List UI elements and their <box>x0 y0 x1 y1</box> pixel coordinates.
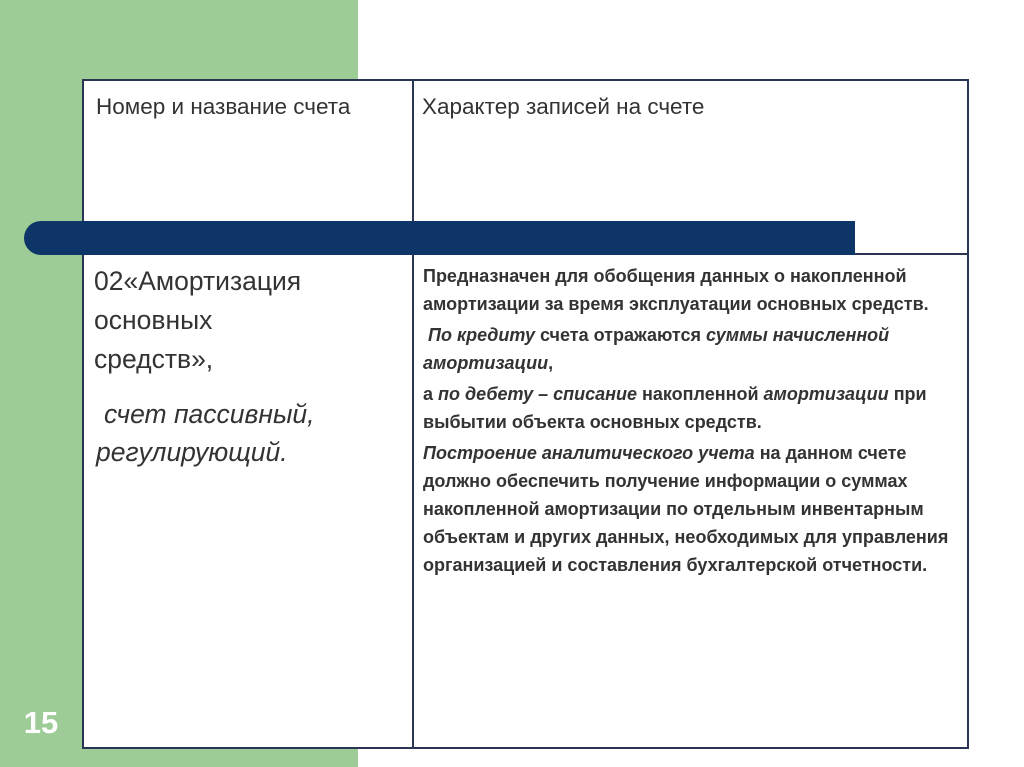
account-type-line: регулирующий. <box>96 437 288 467</box>
column-divider <box>412 81 414 747</box>
account-type-line: счет пассивный, <box>104 399 315 429</box>
header-account-name: Номер и название счета <box>96 94 351 119</box>
account-name-line: основных <box>94 305 213 335</box>
description-paragraph: По кредиту счета отражаются суммы начисленной амортизации, <box>423 325 890 373</box>
header-record-nature: Характер записей на счете <box>422 94 705 119</box>
description-paragraph: Предназначен для обобщения данных о накопленной амортизации за время эксплуатации основных средств. <box>423 266 929 314</box>
account-type <box>96 395 396 471</box>
description-paragraph: Построение аналитического учета на данном счете должно обеспечить получение информации о суммах накопленной амортизации по отдельным инвентарным объектам и других данных, необходимых для управления организацией и составления бухгалтерской отчетности. <box>423 443 949 575</box>
description-paragraph: а по дебету – списание накопленной амортизации при выбытии объекта основных средств. <box>423 384 927 432</box>
account-description <box>423 262 958 582</box>
account-name-line: средств», <box>94 344 214 374</box>
account-name <box>94 262 394 379</box>
decorative-bar <box>24 221 855 255</box>
slide-number: 15 <box>23 705 59 740</box>
account-name-line: 02«Амортизация <box>94 266 302 296</box>
